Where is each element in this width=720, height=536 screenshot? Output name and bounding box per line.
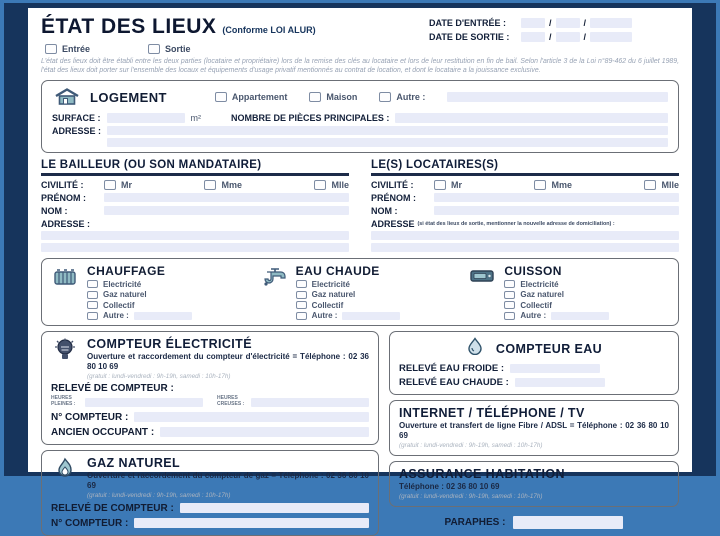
bailleur-adresse-field-2[interactable] — [41, 243, 349, 252]
chauffage-title: CHAUFFAGE — [87, 263, 166, 278]
eau-chaude-section — [259, 264, 462, 321]
gaz-numero-label: N° COMPTEUR : — [51, 517, 129, 529]
compteur-eau-title: COMPTEUR EAU — [495, 341, 603, 356]
energies-section — [41, 258, 679, 327]
date-entree-year-field[interactable] — [590, 18, 632, 28]
locataires-civilite-label: CIVILITÉ : — [371, 179, 414, 190]
bailleur-prenom-field[interactable] — [104, 193, 349, 202]
dates-block — [429, 18, 679, 54]
pieces-field[interactable] — [395, 113, 668, 123]
logement-adresse-label: ADRESSE : — [52, 125, 102, 136]
compteur-electricite-title: COMPTEUR ÉLECTRICITÉ — [87, 337, 252, 352]
water-drop-icon — [466, 337, 484, 360]
locataires-adresse-field-2[interactable] — [371, 243, 679, 252]
date-sortie-label: DATE DE SORTIE : — [429, 32, 510, 42]
stove-icon — [467, 264, 497, 321]
eau-chaude-autre-label: Autre : — [311, 311, 338, 321]
internet-title: INTERNET / TÉLÉPHONE / TV — [399, 406, 585, 421]
entree-checkbox[interactable] — [45, 44, 57, 54]
cuisson-section — [467, 264, 670, 321]
locataires-mme-checkbox[interactable] — [534, 180, 546, 190]
appartement-label: Appartement — [231, 92, 288, 103]
date-entree-month-field[interactable] — [556, 18, 580, 28]
bailleur-nom-field[interactable] — [104, 206, 349, 215]
locataires-mr-label: Mr — [451, 179, 462, 190]
chauffage-autre-checkbox[interactable] — [87, 312, 98, 320]
logement-adresse-field-1[interactable] — [107, 126, 668, 135]
locataires-mme-label: Mme — [551, 179, 572, 190]
internet-info: Ouverture et transfert de ligne Fibre / ADSL = Téléphone : 02 36 80 10 69 — [399, 421, 669, 441]
surface-field[interactable] — [107, 113, 185, 123]
utilities-section — [41, 331, 679, 536]
chauffage-collectif-checkbox[interactable] — [87, 301, 98, 309]
bailleur-mr-label: Mr — [121, 179, 132, 190]
paraphes-field[interactable] — [513, 516, 623, 529]
bailleur-civilite-label: CIVILITÉ : — [41, 179, 84, 190]
internet-hours: (gratuit : lundi-vendredi : 9h-19h, samedi : 10h-17h) — [399, 442, 543, 450]
bailleur-section — [41, 159, 349, 252]
form-page — [28, 8, 692, 529]
eau-chaude-field[interactable] — [515, 378, 605, 387]
ancien-occupant-label: ANCIEN OCCUPANT : — [51, 426, 155, 438]
bailleur-adresse-label: ADRESSE : — [41, 218, 91, 229]
releve-compteur-label: RELEVÉ DE COMPTEUR : — [51, 383, 174, 395]
eau-chaude-collectif-label: Collectif — [311, 300, 344, 310]
locataires-prenom-label: PRÉNOM : — [371, 192, 416, 203]
title-block — [41, 15, 316, 54]
heures-pleines-label: HEURES PLEINES : — [51, 395, 76, 408]
eau-chaude-electricite-label: Electricité — [311, 279, 350, 289]
slash: / — [583, 18, 587, 28]
assurance-hours: (gratuit : lundi-vendredi : 9h-19h, samedi : 10h-17h) — [399, 493, 543, 501]
date-sortie-year-field[interactable] — [590, 32, 632, 42]
cuisson-title: CUISSON — [504, 263, 562, 278]
slash: / — [549, 18, 552, 28]
eau-chaude-electricite-checkbox[interactable] — [296, 280, 307, 288]
locataires-adresse-note: (si état des lieux de sortie, mentionner la nouvelle adresse de domiciliation) : — [417, 220, 615, 227]
sortie-checkbox[interactable] — [148, 44, 160, 54]
bailleur-mlle-checkbox[interactable] — [314, 180, 326, 190]
gaz-section — [41, 450, 379, 536]
gaz-hours: (gratuit : lundi-vendredi : 9h-19h, samedi : 10h-17h) — [87, 491, 231, 499]
locataires-section — [371, 159, 679, 252]
slash: / — [583, 32, 587, 42]
chauffage-collectif-label: Collectif — [103, 300, 135, 310]
eau-chaude-gaz-label: Gaz naturel — [311, 290, 356, 300]
gaz-info: Ouverture et raccordement du compteur de gaz = Téléphone : 02 36 80 10 69 — [87, 470, 369, 490]
locataires-mr-checkbox[interactable] — [434, 180, 446, 190]
chauffage-autre-label: Autre : — [103, 311, 129, 321]
logement-adresse-field-2[interactable] — [107, 138, 668, 147]
maison-label: Maison — [326, 92, 358, 103]
locataires-nom-field[interactable] — [434, 206, 679, 215]
compteur-electricite-hours: (gratuit : lundi-vendredi : 9h-19h, samedi : 10h-17h) — [87, 373, 231, 381]
bailleur-mr-checkbox[interactable] — [104, 180, 116, 190]
locataires-prenom-field[interactable] — [434, 193, 679, 202]
eau-froide-field[interactable] — [510, 364, 600, 373]
paraphes-label: PARAPHES : — [444, 517, 506, 529]
gaz-releve-label: RELEVÉ DE COMPTEUR : — [51, 502, 174, 514]
form-header — [41, 15, 679, 54]
ancien-occupant-field[interactable] — [160, 427, 369, 437]
entree-label: Entrée — [62, 44, 91, 54]
bailleur-prenom-label: PRÉNOM : — [41, 192, 86, 203]
chauffage-gaz-label: Gaz naturel — [103, 290, 147, 300]
autre-type-field[interactable] — [447, 92, 668, 102]
lightbulb-icon — [51, 337, 79, 380]
bailleur-mme-checkbox[interactable] — [204, 180, 216, 190]
pieces-label: NOMBRE DE PIÈCES PRINCIPALES : — [231, 112, 390, 123]
heures-pleines-field[interactable] — [85, 398, 203, 407]
elec-numero-compteur-field[interactable] — [134, 412, 369, 422]
bailleur-mme-label: Mme — [221, 179, 242, 190]
autre-type-label: Autre : — [396, 92, 426, 103]
date-sortie-month-field[interactable] — [556, 32, 580, 42]
chauffage-autre-field[interactable] — [134, 312, 192, 320]
logement-section — [41, 80, 679, 153]
locataires-nom-label: NOM : — [371, 205, 398, 216]
cuisson-autre-field[interactable] — [551, 312, 609, 320]
chauffage-section — [50, 264, 253, 321]
eau-chaude-label: RELEVÉ EAU CHAUDE : — [399, 377, 509, 389]
compteur-eau-section — [389, 331, 679, 395]
legal-disclaimer: L'état des lieux doit être établi entre les deux parties (locataire et propriétaire) lors de la remise des clés au locataire et lors de leur restitution en fin de bail. Selon l'article 3 de la Loi n°89-462 du 6 juillet 1989, l'état des lieux doit porter sur l'ensemble des locaux et équipements d'usage privatif mentionnés au contrat de location, et dont le locataire a la jouissance exclusive. — [41, 58, 679, 74]
eau-chaude-collectif-checkbox[interactable] — [296, 301, 307, 309]
page-subtitle: (Conforme LOI ALUR) — [222, 25, 316, 35]
bailleur-nom-label: NOM : — [41, 205, 68, 216]
locataires-adresse-field-1[interactable] — [371, 231, 679, 240]
internet-section — [389, 400, 679, 456]
gaz-title: GAZ NATUREL — [87, 455, 181, 470]
bailleur-title: LE BAILLEUR (OU SON MANDATAIRE) — [41, 159, 349, 176]
gaz-numero-field[interactable] — [134, 518, 369, 528]
eau-chaude-autre-checkbox[interactable] — [296, 312, 307, 320]
date-entree-day-field[interactable] — [521, 18, 545, 28]
eau-chaude-title: EAU CHAUDE — [295, 263, 380, 278]
bailleur-adresse-field-1[interactable] — [41, 231, 349, 240]
cuisson-electricite-label: Electricité — [520, 279, 559, 289]
locataires-adresse-label: ADRESSE — [371, 218, 415, 229]
compteur-electricite-section — [41, 331, 379, 445]
chauffage-electricite-label: Electricité — [103, 279, 142, 289]
flame-icon — [51, 456, 79, 499]
date-entree-label: DATE D'ENTRÉE : — [429, 18, 506, 28]
paraphes-row — [389, 516, 679, 529]
cuisson-electricite-checkbox[interactable] — [504, 280, 515, 288]
eau-chaude-autre-field[interactable] — [342, 312, 400, 320]
cuisson-autre-checkbox[interactable] — [504, 312, 515, 320]
page-title: ÉTAT DES LIEUX — [41, 15, 217, 38]
chauffage-electricite-checkbox[interactable] — [87, 280, 98, 288]
bailleur-mlle-label: Mlle — [331, 179, 349, 190]
surface-unit: m² — [190, 112, 202, 123]
heures-creuses-field[interactable] — [251, 398, 369, 407]
heures-creuses-label: HEURES CREUSES : — [217, 395, 245, 408]
chauffage-gaz-checkbox[interactable] — [87, 291, 98, 299]
cuisson-autre-label: Autre : — [520, 311, 547, 321]
locataires-mlle-label: Mlle — [661, 179, 679, 190]
gaz-releve-field[interactable] — [180, 503, 369, 513]
surface-label: SURFACE : — [52, 112, 101, 123]
sortie-label: Sortie — [165, 44, 191, 54]
autre-type-checkbox[interactable] — [379, 92, 391, 102]
house-icon — [52, 85, 82, 110]
cuisson-gaz-checkbox[interactable] — [504, 291, 515, 299]
cuisson-gaz-label: Gaz naturel — [520, 290, 564, 300]
appartement-checkbox[interactable] — [215, 92, 227, 102]
radiator-icon — [50, 264, 80, 321]
date-sortie-day-field[interactable] — [521, 32, 545, 42]
locataires-mlle-checkbox[interactable] — [644, 180, 656, 190]
parties-section — [41, 159, 679, 252]
assurance-section — [389, 461, 679, 507]
maison-checkbox[interactable] — [309, 92, 321, 102]
logement-title: LOGEMENT — [90, 89, 167, 105]
compteur-electricite-info: Ouverture et raccordement du compteur d'électricité = Téléphone : 02 36 80 10 69 — [87, 352, 369, 372]
assurance-title: ASSURANCE HABITATION — [399, 467, 565, 482]
elec-numero-compteur-label: N° COMPTEUR : — [51, 411, 129, 423]
faucet-icon — [259, 264, 289, 321]
eau-froide-label: RELEVÉ EAU FROIDE : — [399, 363, 505, 375]
locataires-title: LE(S) LOCATAIRES(S) — [371, 159, 679, 176]
eau-chaude-gaz-checkbox[interactable] — [296, 291, 307, 299]
slash: / — [549, 32, 552, 42]
cuisson-collectif-label: Collectif — [520, 300, 552, 310]
assurance-info: Téléphone : 02 36 80 10 69 — [399, 482, 500, 492]
cuisson-collectif-checkbox[interactable] — [504, 301, 515, 309]
